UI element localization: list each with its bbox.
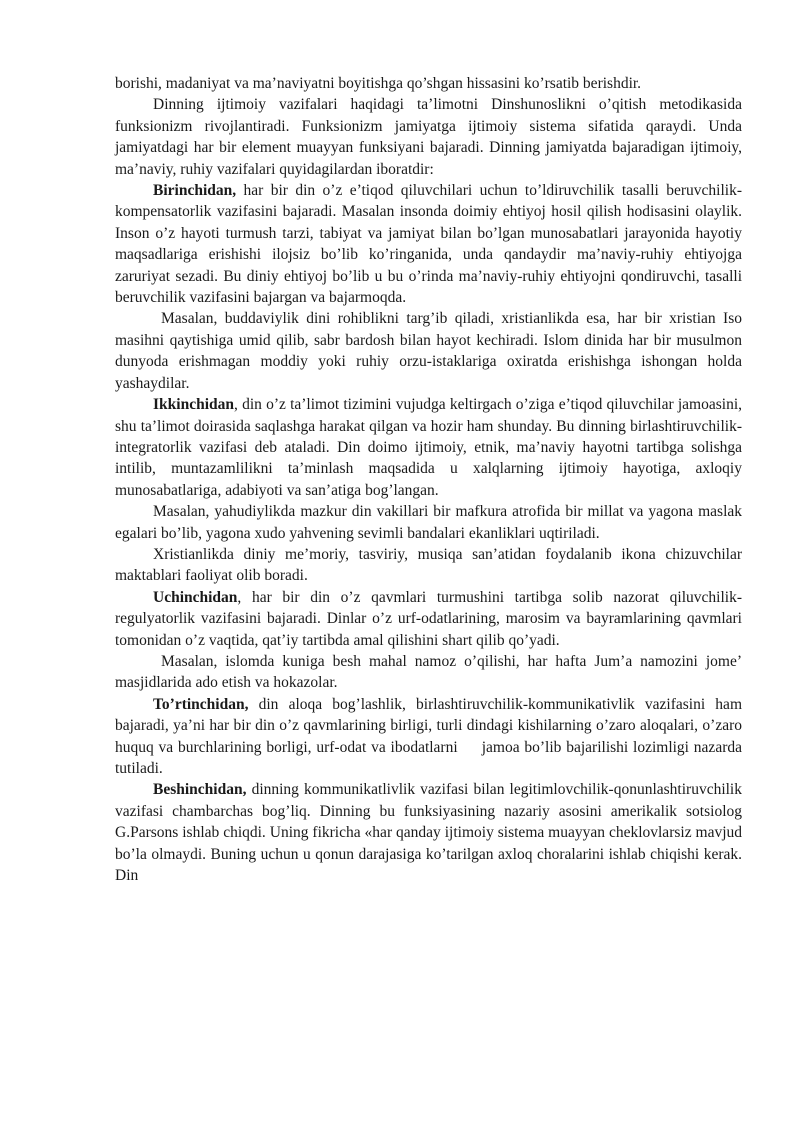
paragraph-text: , din o’z ta’limot tizimini vujudga keltirgach o’ziga e’tiqod qiluvchilar jamoasini, shu ta’limot doirasida saqlashga harakat qilgan va hozir ham shunday. Bu dinning birlashtiruvchilik-integratorlik vazifasi deb ataladi. Din doimo ijtimoiy, etnik, ma’naviy hayotni tartibga solishga intilib, muntazamlilikni ta’minlash maqsadida u xalqlarning ijtimoiy hayotiga, axloqiy munosabatlariga, adabiyoti va san’atiga bog’langan. bbox=[115, 396, 742, 499]
paragraph-text: Masalan, buddaviylik dini rohiblikni targ’ib qiladi, xristianlikda esa, har bir xristian Iso masihni qaytishiga umid qilib, sabr bardosh bilan hayot kechiradi. Islom dinida har bir musulmon dunyoda erishmagan moddiy yoki ruhiy orzu-istaklariga oxiratda erishishga ishongan holda yashaydilar. bbox=[115, 310, 742, 392]
paragraph-text: , har bir din o’z qavmlari turmushini tartibga solib nazorat qiluvchilik-regulyatorlik vazifasini bajaradi. Dinlar o’z urf-odatlarining, marosim va bayramlarining qavmlari tomonidan o’z vaqtida, qat’iy tartibda amal qilishini shart qilib qo’yadi. bbox=[115, 588, 742, 649]
paragraph-text: Xristianlikda diniy me’moriy, tasviriy, musiqa san’atidan foydalanib ikona chizuvchilar maktablari faoliyat olib boradi. bbox=[115, 545, 742, 585]
paragraph-text: borishi, madaniyat va ma’naviyatni boyitishga qo’shgan hissasini ko’rsatib berishdir. bbox=[115, 75, 642, 92]
paragraph-example-christianity bbox=[115, 544, 742, 587]
paragraph-lead: Uchinchidan bbox=[153, 588, 238, 606]
paragraph-first-function bbox=[115, 180, 742, 308]
paragraph-lead: To’rtinchidan, bbox=[153, 695, 249, 713]
paragraph-text: Dinning ijtimoiy vazifalari haqidagi ta’limotni Dinshunoslikni o’qitish metodikasida funksionizm rivojlantiradi. Funksionizm jamiyatga ijtimoiy sistema sifatida qaraydi. Unda jamiyatdagi har bir element muayyan funksiyani bajaradi. Dinning jamiyatda bajaradigan ijtimoiy, ma’naviy, ruhiy vazifalari quyidagilardan iboratdir: bbox=[115, 96, 742, 178]
paragraph-example-buddhism bbox=[115, 308, 742, 394]
paragraph-continuation bbox=[115, 73, 742, 94]
paragraph-lead: Ikkinchidan bbox=[153, 396, 234, 414]
paragraph-lead: Beshinchidan, bbox=[153, 781, 247, 799]
paragraph-second-function bbox=[115, 394, 742, 501]
paragraph-text: din aloqa bog’lashlik, birlashtiruvchilik-kommunikativlik vazifasini ham bajaradi, ya’ni har bir din o’z qavmlarining birligi, turli dindagi kishilarning o’zaro aloqalari, o’zaro huquq va burchlarining borligi, urf-odat va ibodatlarni jamoa bo’lib bajarilishi lozimligi nazarda tutiladi. bbox=[115, 695, 746, 777]
paragraph-text: Masalan, yahudiylikda mazkur din vakillari bir mafkura atrofida bir millat va yagona maslak egalari bo’lib, yagona xudo yahvening sevimli bandalari ekanliklari uqtiriladi. bbox=[115, 503, 742, 542]
paragraph-fifth-function bbox=[115, 779, 742, 886]
paragraph-fourth-function bbox=[115, 694, 746, 780]
document-page bbox=[115, 73, 746, 886]
paragraph-lead: Birinchidan, bbox=[153, 182, 237, 200]
paragraph-text: dinning kommunikatlivlik vazifasi bilan legitimlovchilik-qonunlashtiruvchilik vazifasi chambarchas bog’liq. Dinning bu funksiyasining nazariy asosini amerikalik sotsiolog G.Parsons ishlab chiqdi. Uning fikricha «har qanday ijtimoiy sistema muayyan cheklovlarsiz mavjud bo’la olmaydi. Buning uchun u qonun darajasiga ko’tarilgan axloq choralarini ishlab chiqishi kerak. Din bbox=[115, 781, 742, 885]
paragraph-third-function bbox=[115, 587, 742, 651]
paragraph-functionalism bbox=[115, 94, 742, 180]
paragraph-text: Masalan, islomda kuniga besh mahal namoz o’qilishi, har hafta Jum’a namozini jome’ masjidlarida ado etish va hokazolar. bbox=[115, 652, 742, 692]
paragraph-example-islam bbox=[115, 651, 742, 694]
paragraph-text: har bir din o’z e’tiqod qiluvchilari uchun to’ldiruvchilik tasalli beruvchilik-kompensatorlik vazifasini bajaradi. Masalan insonda doimiy ehtiyoj hosil qilish hodisasini olaylik. Inson o’z hayoti turmush tarzi, tabiyat va jamiyat bilan bo’lgan munosabatlari jarayonida hayotiy maqsadlariga erishishi ilojsiz bo’lib ko’ringanida, unda qandaydir ma’naviy-ruhiy ehtiyojga zaruriyat sezadi. Bu diniy ehtiyoj bo’lib u bu o’rinda ma’naviy-ruhiy ehtiyojni qondiruvchi, tasalli beruvchilik vazifasini bajargan va bajarmoqda. bbox=[115, 182, 742, 307]
paragraph-example-judaism bbox=[115, 501, 742, 544]
